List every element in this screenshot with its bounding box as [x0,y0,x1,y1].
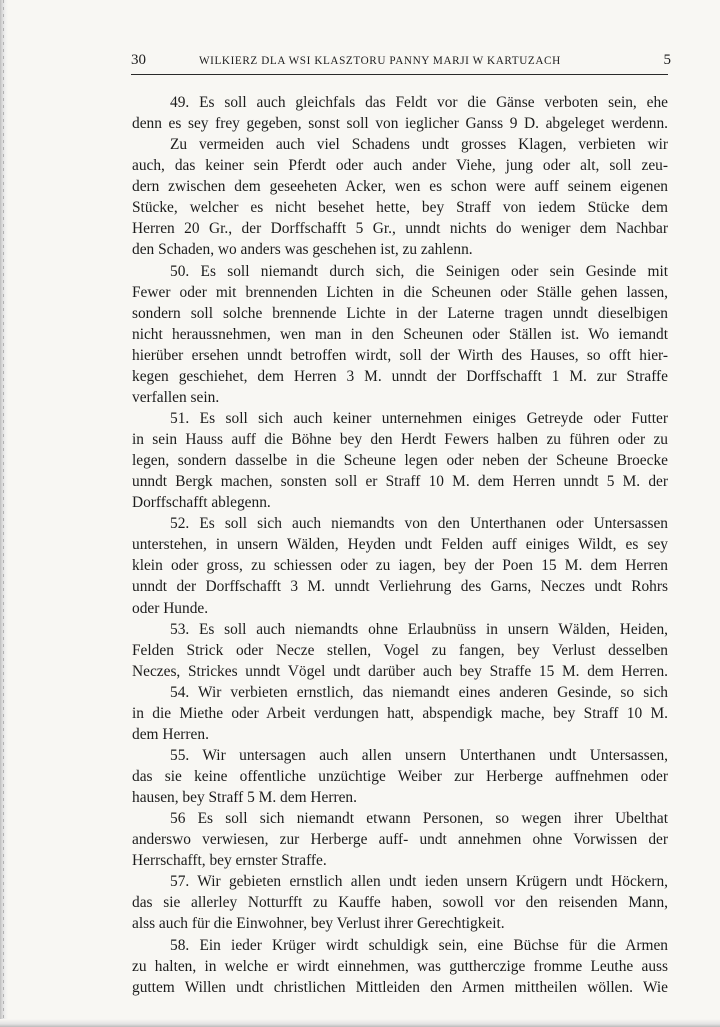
text-line: auch, das keiner sein Pferdt oder auch ander Viehe, jung oder alt, soll zeu- [132,157,668,175]
text-line: unterstehen, in unsern Wälden, Heyden undt Felden auff einiges Wildt, es sey [132,536,668,554]
text-line: Herren 20 Gr., der Dorffschafft 5 Gr., unndt nichts do weniger dem Nachbar [132,220,668,238]
header-rule [131,74,668,75]
text-line: hierüber ersehen unndt betroffen wirdt, soll der Wirth des Hauses, so offt hier- [132,346,668,364]
text-line: 58. Ein ieder Krüger wirdt schuldigk sein, eine Büchse für die Armen [170,936,668,954]
text-line: 54. Wir verbieten ernstlich, das niemandt eines anderen Gesinde, so sich [170,683,668,701]
text-line: 51. Es soll sich auch keiner unternehmen einiges Getreyde oder Futter [170,409,668,427]
signature-mark: 5 [663,52,671,68]
text-line: den Schaden, wo anders was geschehen ist, zu zahlenn. [132,241,473,259]
text-line: Dorffschafft ablegenn. [132,494,271,512]
running-header [131,50,671,72]
page-left-edge [0,0,8,1027]
text-line: unndt Bergk machen, sonsten soll er Straff 10 M. dem Herren unndt 5 M. der [132,473,668,491]
page-bottom-edge [0,1019,720,1027]
text-line: alss auch für die Einwohner, bey Verlust ihrer Gerechtigkeit. [132,915,505,933]
text-line: 57. Wir gebieten ernstlich allen undt ieden unsern Krügern undt Höckern, [170,873,668,891]
page-number: 30 [131,52,146,68]
text-line: Zu vermeiden auch viel Schadens undt grosses Klagen, verbieten wir [170,136,668,154]
text-line: oder Hunde. [132,599,209,617]
text-line: Stücke, welcher es nicht besehet hette, bey Straff von iedem Stücke dem [132,199,668,217]
text-line: dem Herren. [132,725,209,743]
text-line: verfallen sein. [132,388,220,406]
text-line: hausen, bey Straff 5 M. dem Herren. [132,789,357,807]
binding-edge-line [3,0,4,1027]
text-line: das sie allerley Notturfft zu Kauffe haben, sowoll vor den reisenden Mann, [132,894,668,912]
text-line: 50. Es soll niemandt durch sich, die Seinigen oder sein Gesinde mit [170,262,668,280]
text-line: guttem Willen undt christlichen Mittleiden den Armen mittheilen wöllen. Wie [132,978,668,996]
text-line: nicht heraussnehmen, wen man in den Scheunen oder Ställen ist. Wo iemandt [132,325,668,343]
text-line: dern zwischen dem geseeheten Acker, wen es schon were auff seinem eigenen [132,178,668,196]
text-line: das sie keine offentliche unzüchtige Weiber zur Herberge auffnehmen oder [132,768,668,785]
text-line: Fewer oder mit brennenden Lichten in die Scheunen oder Ställe gehen lassen, [132,283,668,301]
text-line: Felden Strick oder Necze stellen, Vogel zu fangen, bey Verlust desselben [132,641,668,659]
text-line: in die Miethe oder Arbeit verdungen hatt, abspendigk mache, bey Straff 10 M. [132,704,668,722]
text-line: 52. Es soll sich auch niemandts von den Unterthanen oder Untersassen [170,515,668,533]
text-line: Neczes, Strickes unndt Vögel undt darüber auch bey Straffe 15 M. dem Herren. [132,662,668,680]
text-line: Herrschafft, bey ernster Straffe. [132,852,327,870]
text-line: 55. Wir untersagen auch allen unsern Unterthanen undt Untersassen, [170,746,668,764]
text-line: 49. Es soll auch gleichfals das Feldt vor die Gänse verboten sein, ehe [170,94,668,111]
text-line: in sein Hauss auff die Böhne bey den Herdt Fewers halben zu führen oder zu [132,431,668,448]
running-title: WILKIERZ DLA WSI KLASZTORU PANNY MARJI W KARTUZACH [199,55,561,67]
text-line: unndt der Dorffschafft 3 M. unndt Verliehrung des Garns, Neczes undt Rohrs [132,578,668,596]
text-line: anderswo verwiesen, zur Herberge auff- undt annehmen ohne Vorwissen der [132,831,668,849]
text-line: 56 Es soll sich niemandt etwann Personen, so wegen ihrer Ubelthat [170,810,668,828]
text-line: denn es sey frey gegeben, sonst soll von ieglicher Ganss 9 D. abgeleget werdenn. [132,115,668,133]
text-line: sondern soll solche brennende Lichte in der Laterne tragen unndt dieselbigen [132,304,668,322]
text-line: kegen geschiehet, dem Herren 3 M. unndt der Dorffschafft 1 M. zur Straffe [132,367,668,385]
text-line: klein oder gross, zu schiessen oder zu iagen, bey der Poen 15 M. dem Herren [132,557,668,575]
body-text [132,92,668,998]
text-line: legen, sondern dasselbe in die Scheune legen oder neben der Scheune Broecke [132,452,668,470]
text-line: 53. Es soll auch niemandts ohne Erlaubnüss in unsern Wälden, Heiden, [170,620,668,638]
text-line: zu halten, in welche er wirdt einnehmen, was guttherczige fromme Leuthe auss [132,957,668,975]
